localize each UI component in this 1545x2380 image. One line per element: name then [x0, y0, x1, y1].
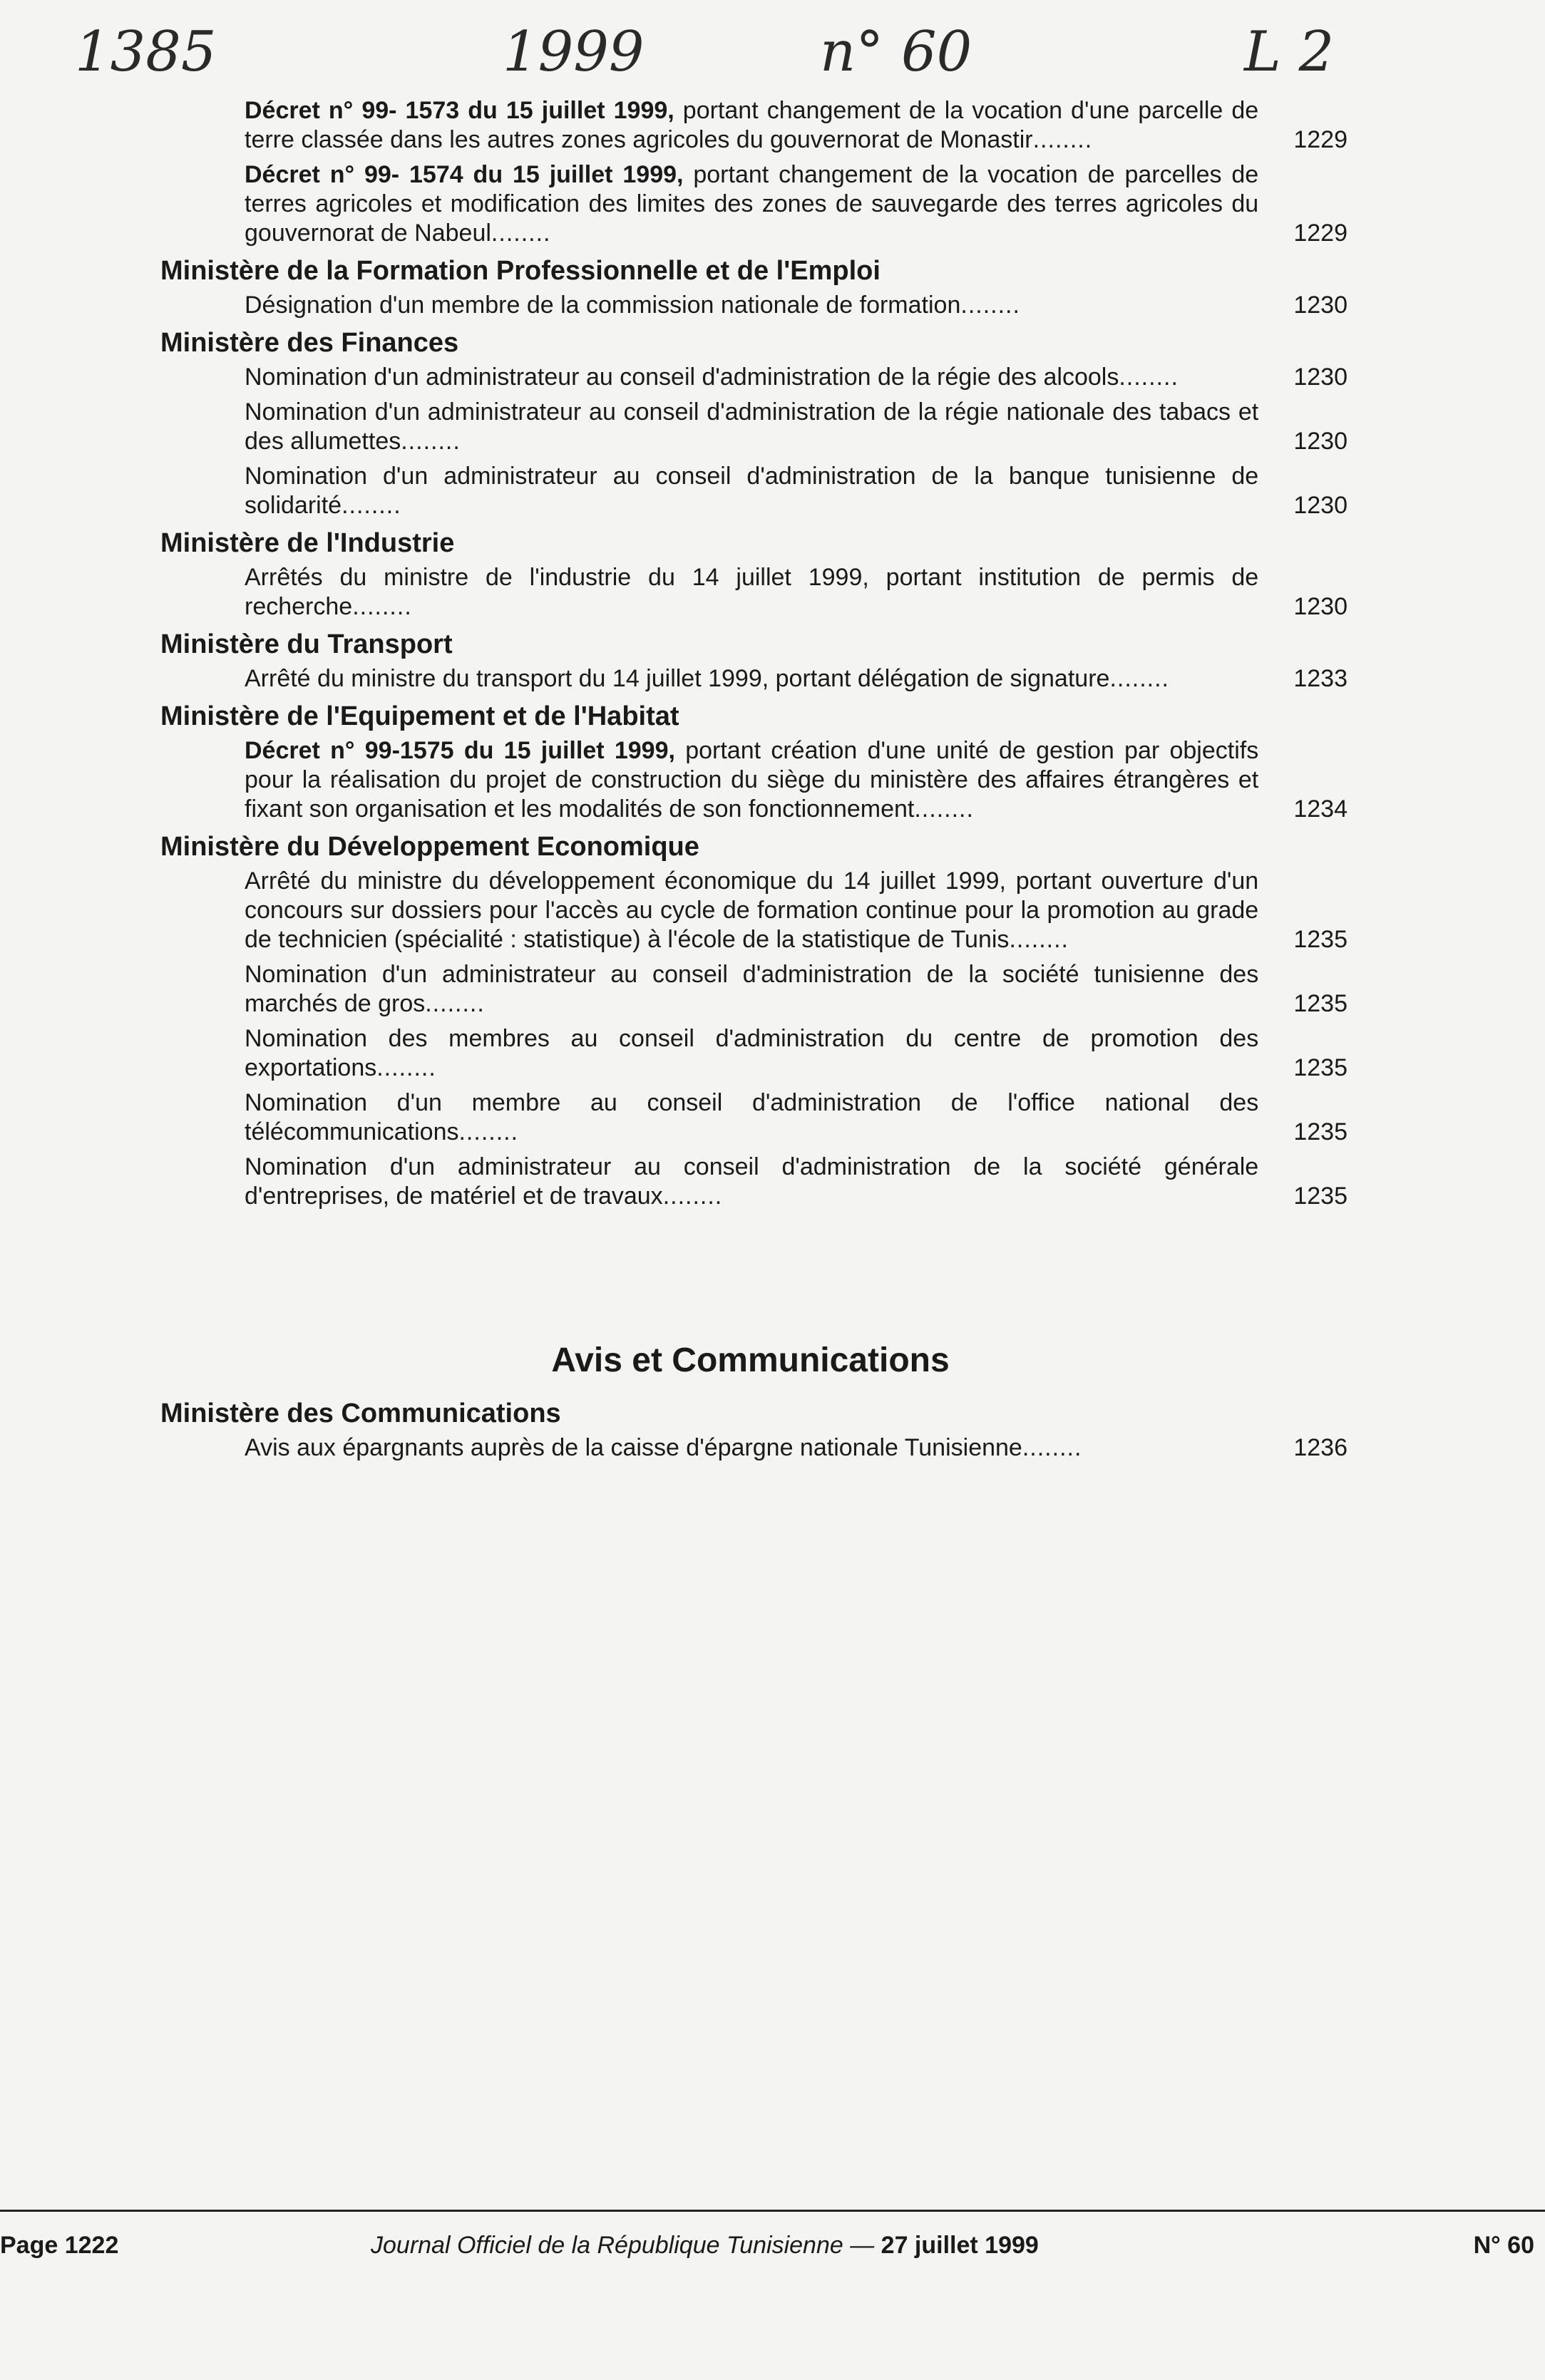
entry-description: Nomination des membres au conseil d'administration du centre de promotion des exportations: [245, 1025, 1259, 1081]
toc-entry: [245, 1153, 1348, 1211]
leader-dots: ........: [1022, 1434, 1082, 1461]
toc-page-number: 1230: [1293, 492, 1348, 519]
toc-entry: [245, 363, 1348, 392]
table-of-contents: [153, 96, 1348, 1468]
toc-entry-text: [245, 291, 1258, 320]
toc-page-number: 1229: [1293, 126, 1348, 153]
leader-dots: ........: [376, 1054, 436, 1081]
entry-description: Arrêté du ministre du transport du 14 juillet 1999, portant délégation de signature: [245, 665, 1110, 692]
footer-divider: [0, 2210, 1545, 2212]
decree-reference: Décret n° 99-1575 du 15 juillet 1999,: [245, 737, 675, 764]
toc-page-number: 1235: [1293, 990, 1348, 1017]
toc-entry: [245, 736, 1348, 824]
footer-date: 27 juillet 1999: [881, 2232, 1039, 2259]
footer-issue-number: N° 60: [1473, 2232, 1534, 2259]
toc-entry-text: [245, 664, 1258, 694]
section-heading: Avis et Communications: [551, 1341, 950, 1379]
entry-description: Nomination d'un administrateur au conseil d'administration de la régie des alcools: [245, 364, 1119, 391]
toc-page-number: 1235: [1293, 1118, 1348, 1145]
toc-entry-text: [245, 736, 1258, 824]
entry-description: Arrêtés du ministre de l'industrie du 14 juillet 1999, portant institution de permis de recherche: [245, 564, 1259, 620]
toc-entry: [245, 96, 1348, 155]
toc-entry-text: [245, 1153, 1258, 1211]
toc-entry-text: [245, 462, 1258, 520]
handwritten-annotations: [0, 20, 1545, 98]
ministry-heading: Ministère de la Formation Professionnelle et de l'Emploi: [160, 256, 881, 286]
footer-journal-name: Journal Officiel de la République Tunisienne —: [371, 2232, 875, 2259]
toc-page-number: 1236: [1293, 1434, 1348, 1461]
leader-dots: ........: [342, 492, 401, 519]
toc-entry-text: [245, 160, 1258, 248]
toc-entry: [245, 160, 1348, 248]
ministry-heading: Ministère de l'Equipement et de l'Habitat: [160, 701, 679, 731]
toc-entry: [245, 960, 1348, 1019]
toc-entry: [245, 1024, 1348, 1083]
entry-description: Désignation d'un membre de la commission nationale de formation: [245, 292, 961, 319]
leader-dots: ........: [352, 593, 412, 620]
toc-entry: [245, 867, 1348, 954]
entry-description: Arrêté du ministre du développement économique du 14 juillet 1999, portant ouverture d'un concours sur dossiers pour l'accès au cycle de formation continue pour la promotion au grade de technicien (spécialité : statistique) à l'école de la statistique de Tunis: [245, 867, 1259, 953]
handwritten-year: 1999: [503, 20, 645, 84]
toc-entry-text: [245, 563, 1258, 622]
entry-description: Nomination d'un membre au conseil d'administration de l'office national des télécommunications: [245, 1089, 1259, 1145]
handwritten-number: 1385: [75, 20, 217, 84]
toc-entry-text: [245, 1088, 1258, 1147]
toc-entry: [245, 563, 1348, 622]
toc-entry: [245, 398, 1348, 456]
leader-dots: ........: [1119, 364, 1179, 391]
toc-entry: [245, 664, 1348, 694]
decree-reference: Décret n° 99- 1573 du 15 juillet 1999,: [245, 97, 674, 124]
toc-page-number: 1230: [1293, 593, 1348, 620]
toc-page-number: 1233: [1293, 665, 1348, 692]
leader-dots: ........: [458, 1118, 519, 1145]
entry-description: Nomination d'un administrateur au conseil d'administration de la société générale d'entreprises, de matériel et de travaux: [245, 1153, 1259, 1210]
toc-page-number: 1230: [1293, 292, 1348, 319]
leader-dots: ........: [960, 292, 1020, 319]
toc-entry: [245, 1433, 1348, 1463]
toc-entry: [245, 291, 1348, 320]
toc-entry-text: [245, 96, 1258, 155]
entry-description: Avis aux épargnants auprès de la caisse d'épargne nationale Tunisienne: [245, 1434, 1022, 1461]
toc-page-number: 1235: [1293, 1183, 1348, 1210]
leader-dots: ........: [914, 795, 974, 823]
toc-entry-text: [245, 363, 1258, 392]
leader-dots: ........: [1109, 665, 1170, 692]
toc-entry-text: [245, 960, 1258, 1019]
ministry-heading: Ministère des Communications: [160, 1398, 561, 1428]
page-footer: [0, 2230, 1545, 2265]
ministry-heading: Ministère du Transport: [160, 629, 453, 659]
ministry-heading: Ministère de l'Industrie: [160, 528, 455, 558]
entry-description: portant création d'une unité de gestion par objectifs pour la réalisation du projet de construction du siège du ministère des affaires étrangères et fixant son organisation et les modalités de son fonctionnement: [245, 737, 1259, 823]
ministry-heading: Ministère du Développement Economique: [160, 832, 699, 862]
entry-description: Nomination d'un administrateur au conseil d'administration de la régie nationale des tabacs et des allumettes: [245, 398, 1259, 455]
toc-entry-text: [245, 1433, 1258, 1463]
entry-description: Nomination d'un administrateur au conseil d'administration de la société tunisienne des marchés de gros: [245, 961, 1259, 1017]
toc-entry: [245, 1088, 1348, 1147]
leader-dots: ........: [491, 220, 551, 247]
handwritten-mark: L 2: [1244, 20, 1335, 84]
toc-entry-text: [245, 398, 1258, 456]
leader-dots: ........: [425, 990, 485, 1017]
leader-dots: ........: [1032, 126, 1093, 153]
footer-journal-title: [371, 2230, 1039, 2261]
toc-entry-text: [245, 867, 1258, 954]
entry-description: Nomination d'un administrateur au conseil d'administration de la banque tunisienne de solidarité: [245, 463, 1259, 519]
decree-reference: Décret n° 99- 1574 du 15 juillet 1999,: [245, 161, 684, 188]
footer-page-number: Page 1222: [0, 2232, 119, 2259]
toc-page-number: 1235: [1293, 1054, 1348, 1081]
toc-page-number: 1230: [1293, 364, 1348, 391]
toc-page-number: 1229: [1293, 220, 1348, 247]
ministry-heading: Ministère des Finances: [160, 328, 459, 358]
handwritten-issue: n° 60: [820, 20, 972, 84]
toc-page-number: 1234: [1293, 795, 1348, 823]
entry-description: portant changement de la vocation d'une parcelle de terre classée dans les autres zones agricoles du gouvernorat de Monastir: [245, 97, 1259, 153]
leader-dots: ........: [401, 428, 461, 455]
leader-dots: ........: [662, 1183, 723, 1210]
toc-page-number: 1235: [1293, 926, 1348, 953]
toc-page-number: 1230: [1293, 428, 1348, 455]
leader-dots: ........: [1009, 926, 1069, 953]
toc-entry: [245, 462, 1348, 520]
entry-description: portant changement de la vocation de parcelles de terres agricoles et modification des limites des zones de sauvegarde des terres agricoles du gouvernorat de Nabeul: [245, 161, 1259, 247]
toc-entry-text: [245, 1024, 1258, 1083]
